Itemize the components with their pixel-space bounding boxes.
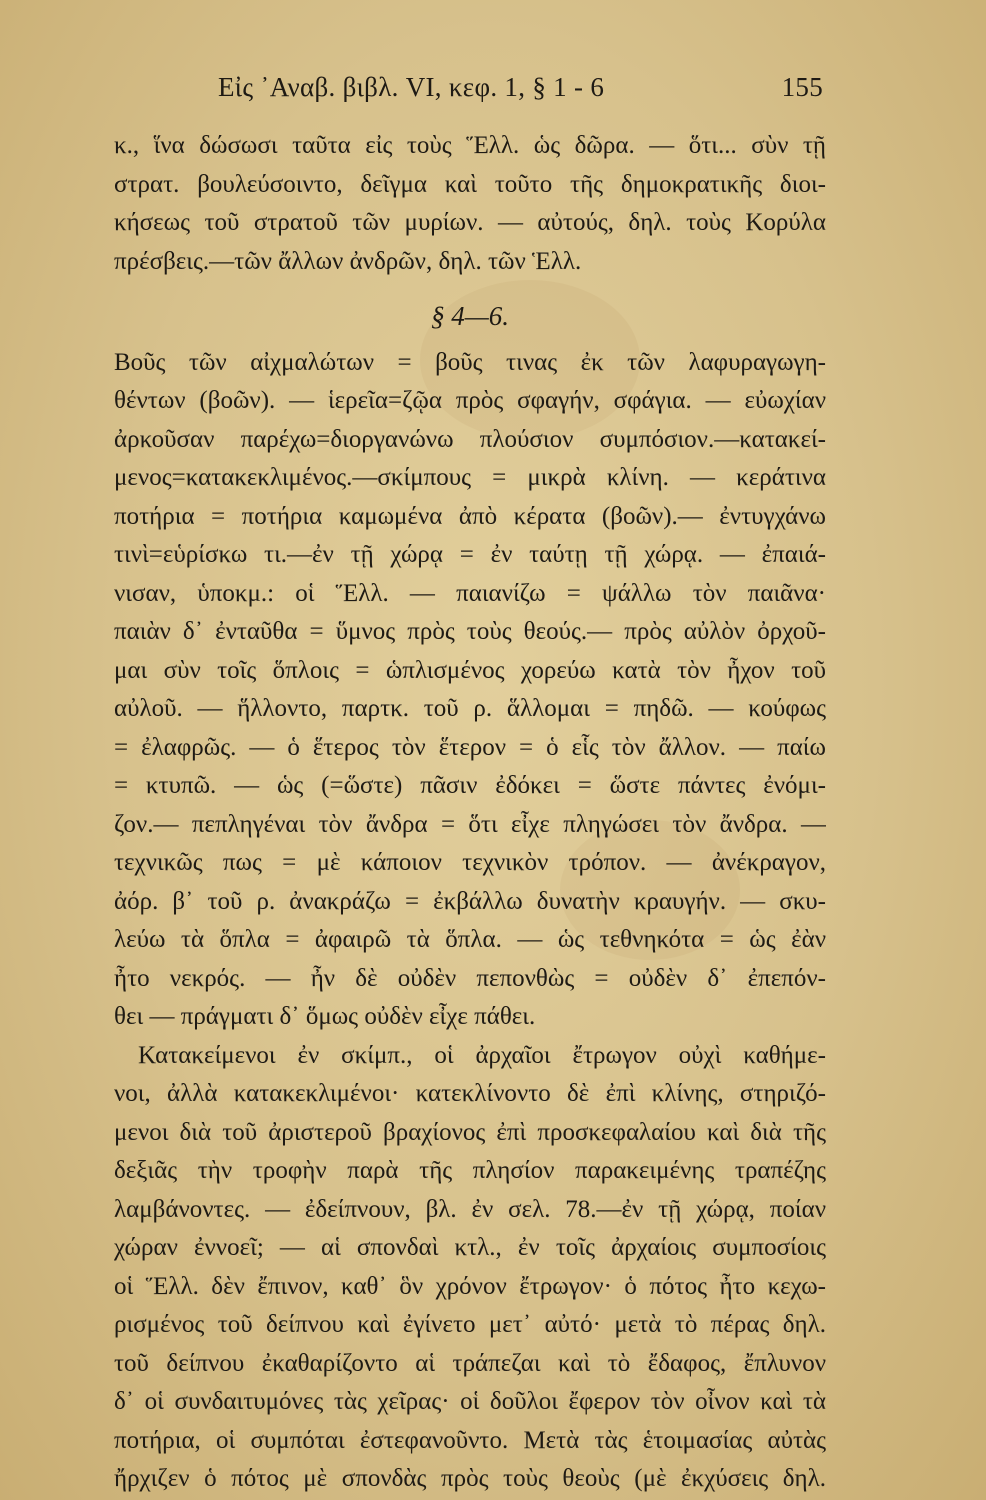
text-line: λαμβάνοντες. — ἐδείπνουν, βλ. ἐν σελ. 78.—ἐν τῇ χώρᾳ, ποίαν [114,1195,826,1223]
text-line: ποτήρια = ποτήρια καμωμένα ἀπὸ κέρατα (βοῶν).— ἐντυγχάνω [114,502,826,530]
running-title: Εἰς ᾿Αναβ. βιβλ. VI, κεφ. 1, § 1 - 6 [218,72,605,102]
text-line: ἦτο νεκρός. — ἦν δὲ οὐδὲν πεπονθὼς = οὐδὲν δ᾿ ἐπεπόν- [114,964,826,992]
text-line: πρέσβεις.—τῶν ἄλλων ἀνδρῶν, δηλ. τῶν Ἑλλ. [114,247,582,275]
text-line: νισαν, ὑποκμ.: οἱ Ἕλλ. — παιανίζω = ψάλλω τὸν παιᾶνα· [114,579,826,607]
text-line: στρατ. βουλεύσοιντο, δεῖγμα καὶ τοῦτο τῆς δημοκρατικῆς διοι- [114,170,826,198]
page-number: 155 [781,72,823,102]
text-line: δ᾿ οἱ συνδαιτυμόνες τὰς χεῖρας· οἱ δοῦλοι ἔφερον τὸν οἶνον καὶ τὰ [114,1388,826,1415]
text-line: αὐλοῦ. — ἥλλοντο, παρτκ. τοῦ ρ. ἅλλομαι = πηδῶ. — κούφως [114,695,826,722]
text-line: Βοῦς τῶν αἰχμαλώτων = βοῦς τινας ἐκ τῶν λαφυραγωγη- [114,348,826,376]
text-line: τεχνικῶς πως = μὲ κάποιον τεχνικὸν τρόπον. — ἀνέκραγον, [114,849,826,876]
text-line: = κτυπῶ. — ὡς (=ὥστε) πᾶσιν ἐδόκει = ὥστε πάντες ἐνόμι- [114,772,826,799]
text-line: ἀόρ. β᾿ τοῦ ρ. ἀνακράζω = ἐκβάλλω δυνατὴν κραυγήν. — σκυ- [114,887,826,915]
paragraph-start: Κατακείμενοι ἐν σκίμπ., οἱ ἀρχαῖοι ἔτρωγον οὐχὶ καθήμε- [138,1041,826,1069]
text-line: οἱ Ἕλλ. δὲν ἔπινον, καθ᾿ ὃν χρόνον ἔτρωγον· ὁ πότος ἦτο κεχω- [114,1272,826,1300]
text-line: τινὶ=εὑρίσκω τι.—ἐν τῇ χώρᾳ = ἐν ταύτῃ τῇ χώρᾳ. — ἐπαιά- [114,541,826,568]
text-line: δεξιᾶς τὴν τροφὴν παρὰ τῆς πλησίον παρακειμένης τραπέζης [114,1157,826,1184]
text-line: θει — πράγματι δ᾿ ὅμως οὐδὲν εἶχε πάθει. [114,1003,536,1030]
text-line: ζον.— πεπληγέναι τὸν ἄνδρα = ὅτι εἶχε πληγώσει τὸν ἄνδρα. — [114,810,826,838]
text-line: κήσεως τοῦ στρατοῦ τῶν μυρίων. — αὐτούς, δηλ. τοὺς Κορύλα [114,209,826,236]
text-line: ἤρχιζεν ὁ πότος μὲ σπονδὰς πρὸς τοὺς θεοὺς (μὲ ἐκχύσεις δηλ. [114,1465,826,1492]
section-heading: § 4—6. [430,301,509,331]
text-line: = ἐλαφρῶς. — ὁ ἕτερος τὸν ἕτερον = ὁ εἷς τὸν ἄλλον. — παίω [114,733,826,761]
text-line: λεύω τὰ ὅπλα = ἀφαιρῶ τὰ ὅπλα. — ὡς τεθνηκότα = ὡς ἐὰν [114,926,826,953]
text-line: ἀρκοῦσαν παρέχω=διοργανώνω πλούσιον συμπόσιον.—κατακεί- [114,425,826,453]
text-line: ρισμένος τοῦ δείπνου καὶ ἐγίνετο μετ᾿ αὐτό· μετὰ τὸ πέρας δηλ. [114,1311,826,1338]
text-line: μενοι διὰ τοῦ ἀριστεροῦ βραχίονος ἐπὶ προσκεφαλαίου καὶ διὰ τῆς [114,1118,826,1146]
text-line: κ., ἵνα δώσωσι ταῦτα εἰς τοὺς Ἕλλ. ὡς δῶρα. — ὅτι... σὺν τῇ [114,132,826,159]
text-line: θέντων (βοῶν). — ἱερεῖα=ζῷα πρὸς σφαγήν, σφάγια. — εὐωχίαν [114,387,826,414]
text-line: ποτήρια, οἱ συμπόται ἐστεφανοῦντο. Μετὰ τὰς ἑτοιμασίας αὐτὰς [114,1426,826,1454]
text-line: μενος=κατακεκλιμένος.—σκίμπους = μικρὰ κλίνη. — κεράτινα [114,464,826,491]
text-line: παιὰν δ᾿ ἐνταῦθα = ὕμνος πρὸς τοὺς θεούς.— πρὸς αὐλὸν ὀρχοῦ- [114,618,826,645]
text-line: μαι σὺν τοῖς ὅπλοις = ὡπλισμένος χορεύω κατὰ τὸν ἦχον τοῦ [114,656,826,684]
body-text [114,127,826,1499]
page-header [218,72,823,108]
text-line: τοῦ δείπνου ἐκαθαρίζοντο αἱ τράπεζαι καὶ τὸ ἔδαφος, ἔπλυνον [114,1349,826,1377]
text-line: νοι, ἀλλὰ κατακεκλιμένοι· κατεκλίνοντο δὲ ἐπὶ κλίνης, στηριζό- [114,1080,826,1107]
text-line: χώραν ἐννοεῖ; — αἱ σπονδαὶ κτλ., ἐν τοῖς ἀρχαίοις συμποσίοις [114,1234,826,1261]
